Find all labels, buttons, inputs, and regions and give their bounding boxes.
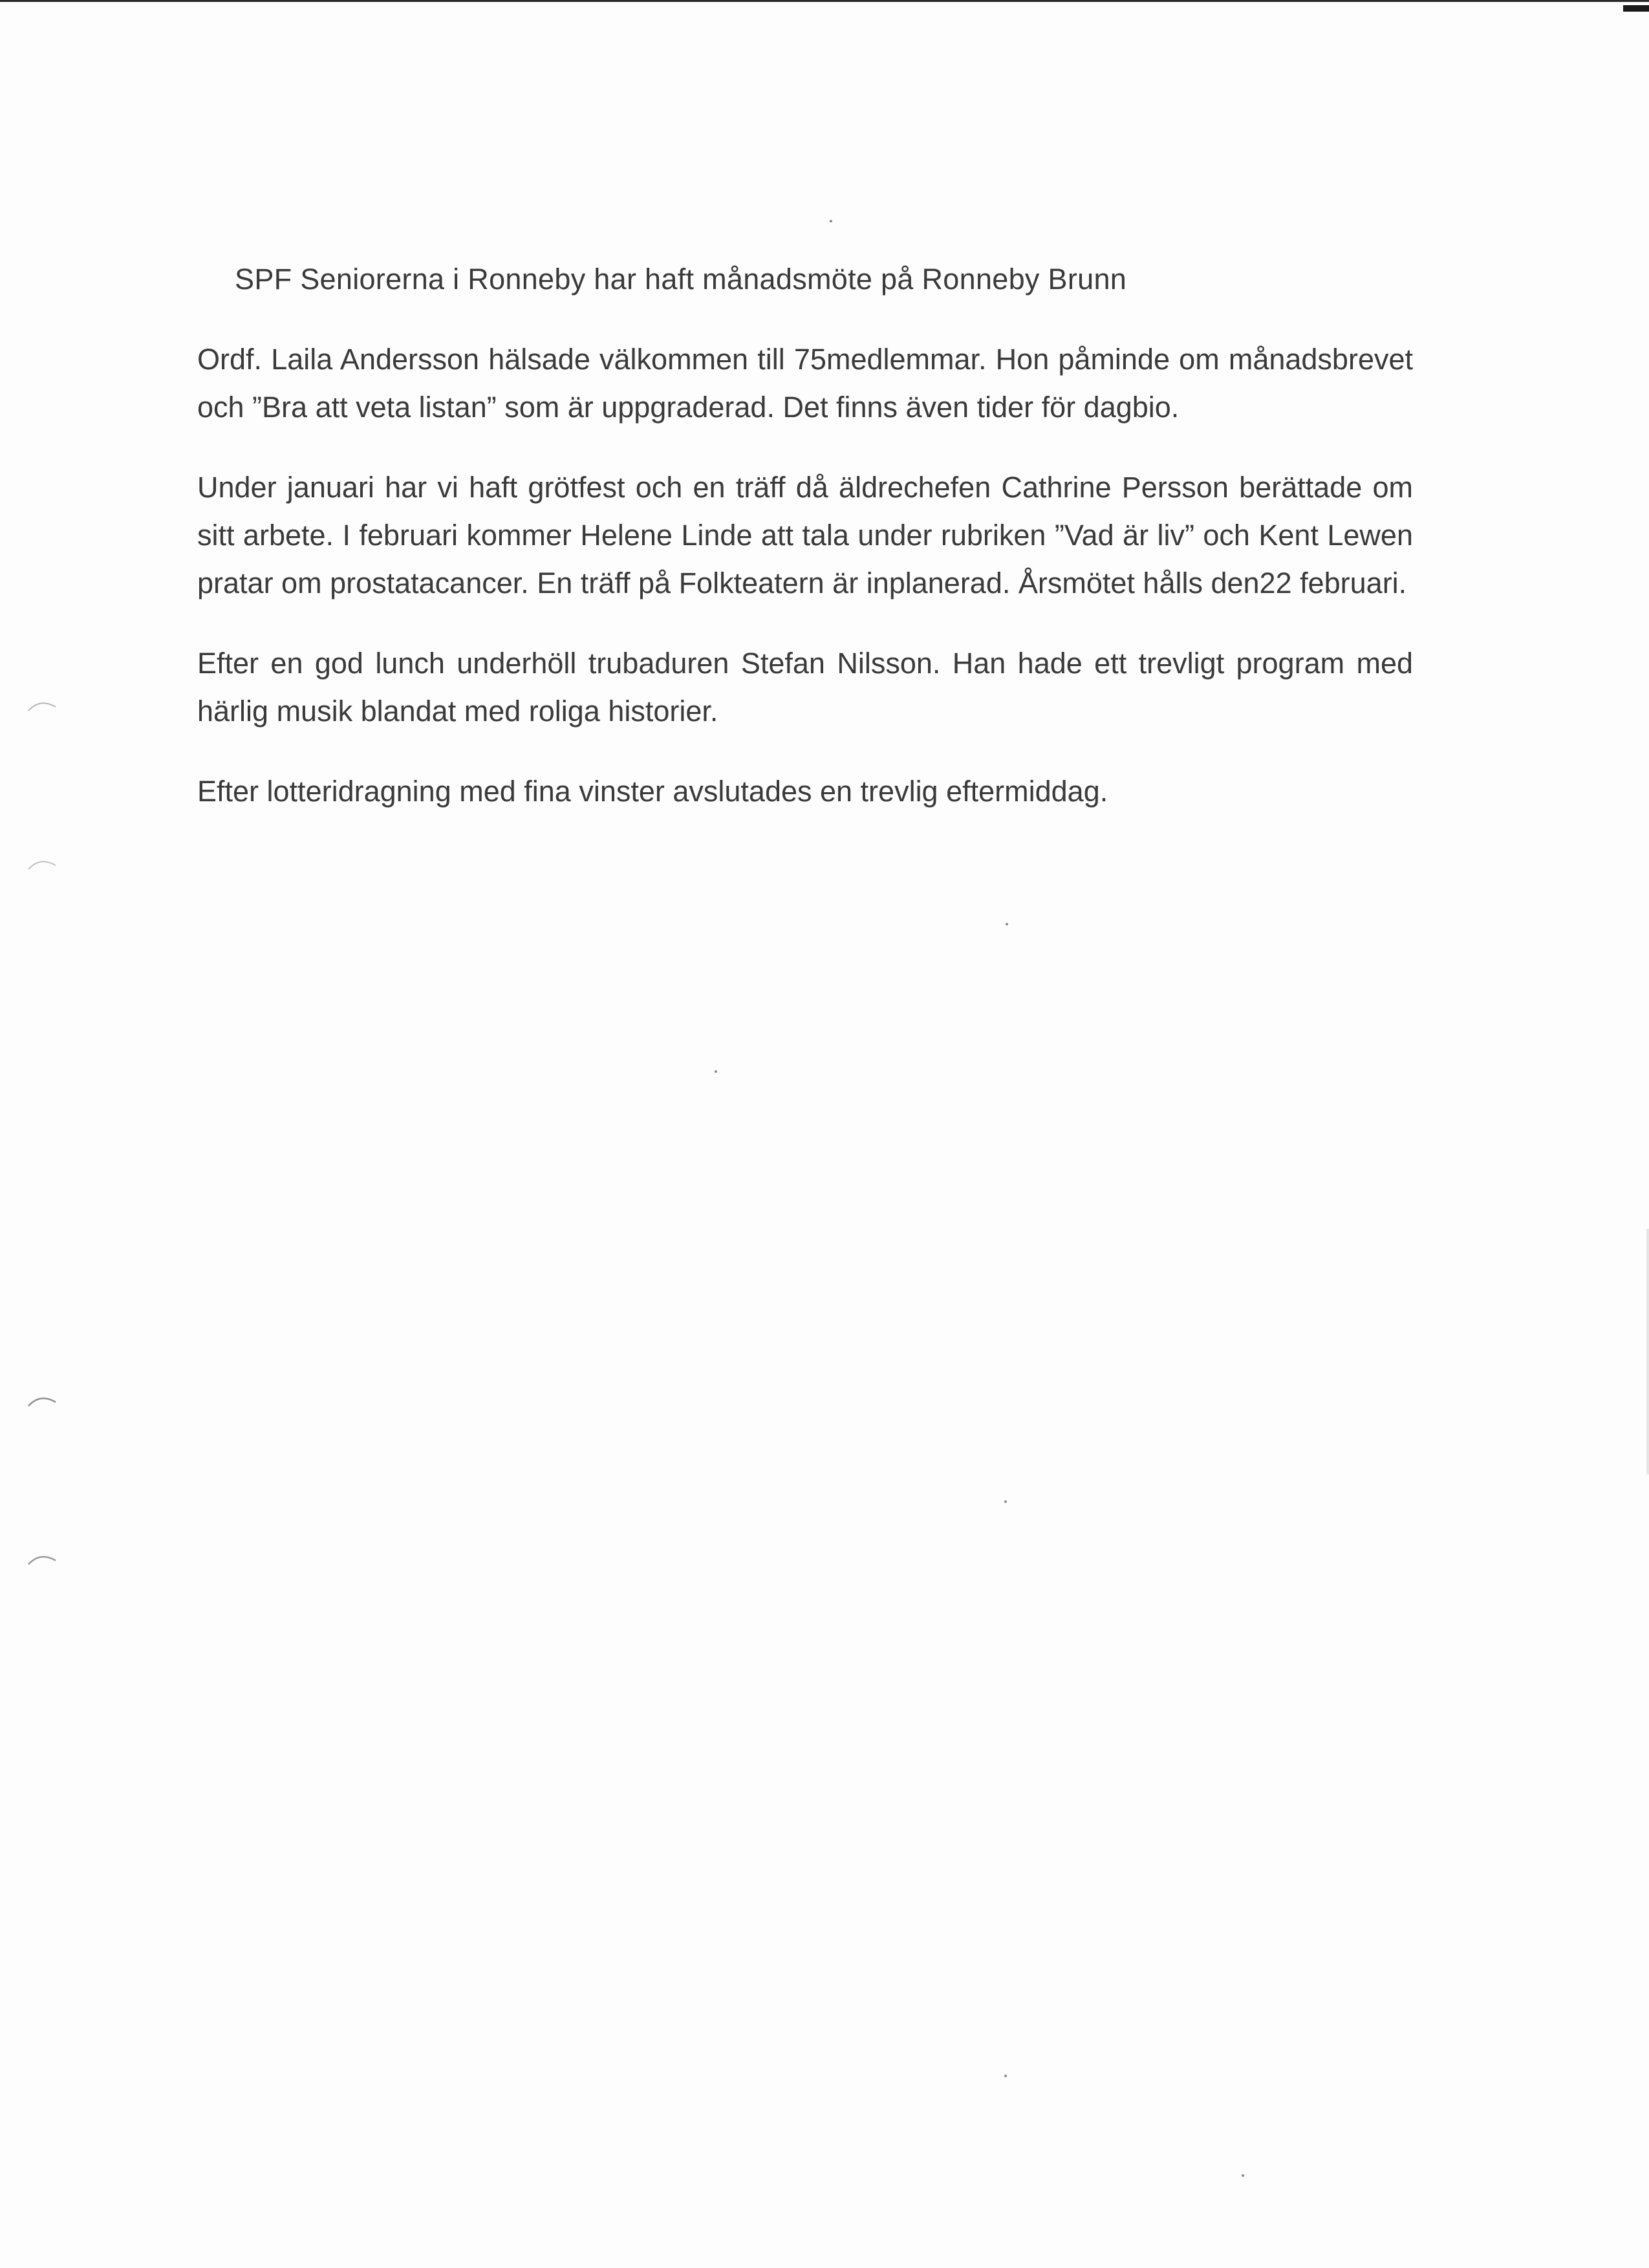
- paragraph-closing: Efter lotteridragning med fina vinster avslutades en trevlig eftermiddag.: [197, 775, 1108, 808]
- punch-hole-mark-icon: [26, 854, 58, 873]
- scan-speck: [1004, 1500, 1007, 1503]
- paragraph-lunch: Efter en god lunch underhöll trubaduren Stefan Nilsson. Han hade ett trevligt program med härlig musik blandat med roliga historier.: [197, 647, 1413, 728]
- scan-speck: [1242, 2174, 1244, 2177]
- scan-speck: [715, 1070, 717, 1073]
- document-heading: SPF Seniorerna i Ronneby har haft månadsmöte på Ronneby Brunn: [235, 263, 1127, 296]
- document-body: [197, 255, 1413, 848]
- scan-speck: [1006, 923, 1008, 925]
- scan-speck: [830, 220, 832, 222]
- paragraph-events: Under januari har vi haft grötfest och en träff då äldrechefen Cathrine Persson berättade om sitt arbete. I februari kommer Helene Linde att tala under rubriken ”Vad är liv” och Kent Lewen pratar om prostatacancer. En träff på Folkteatern är inplanerad. Årsmötet hålls den22 februari.: [197, 471, 1413, 599]
- paragraph-greeting: Ordf. Laila Andersson hälsade välkommen till 75medlemmar. Hon påminde om månadsbrevet och ”Bra att veta listan” som är uppgraderad. Det finns även tider för dagbio.: [197, 343, 1413, 424]
- scan-top-edge: [0, 0, 1649, 2]
- scan-right-edge: [1646, 1229, 1649, 1474]
- punch-hole-mark-icon: [26, 1549, 58, 1568]
- scan-corner-mark: [1623, 5, 1649, 12]
- punch-hole-mark-icon: [26, 1390, 58, 1410]
- scan-speck: [1004, 2075, 1007, 2077]
- punch-hole-mark-icon: [26, 695, 58, 715]
